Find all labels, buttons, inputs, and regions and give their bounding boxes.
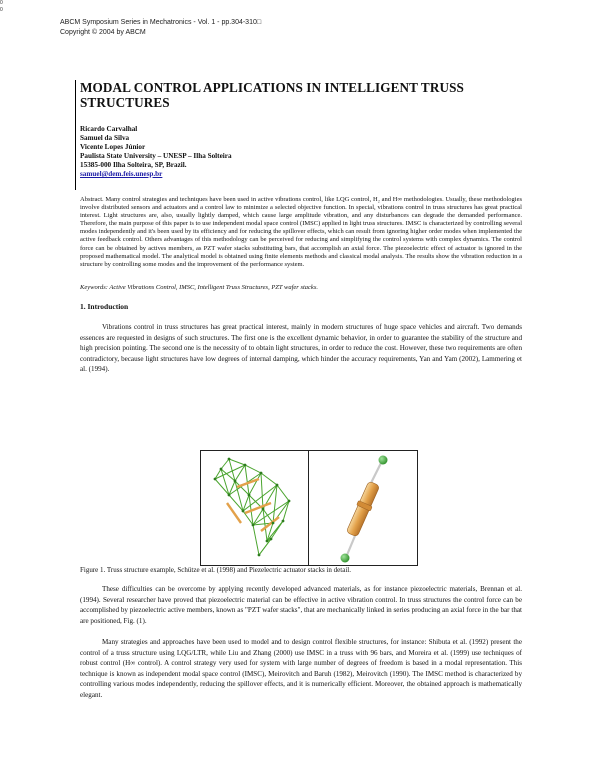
author-address: 15385-000 Ilha Solteira, SP, Brazil.	[80, 161, 187, 169]
author-name: Ricardo Carvalhal	[80, 125, 138, 133]
intro-paragraph-2	[80, 584, 522, 626]
author-affiliation: Paulista State University – UNESP – Ilha Solteira	[80, 152, 232, 160]
header-copyright: Copyright © 2004 by ABCM	[60, 29, 146, 36]
paper-title: MODAL CONTROL APPLICATIONS IN INTELLIGENT TRUSS STRUCTURES	[80, 80, 464, 110]
title-margin-bar	[75, 80, 76, 190]
paragraph-text: Many strategies and approaches have been used to model and to design control flexible structures, for instance: Shibuta et al. (1992) present the control of a truss structure using LQG/LTR, while Liu and Zhang (2000) use IMSC in a truss with 96 bars, and Moreira et al. (1999) use techniques of robust control (H∞ control). A control strategy very used for system with large number of degrees of freedom is based in a modal representation. This technique is known as independent modal space control (IMSC), Meirovitch and Baruh (1982), Meirovitch (1990). The IMSC method is characterized by controlling various modes independently, reducing the spillover effects, and it is numerically efficient. Moreover, the obtained approach is mathematically elegant.	[80, 638, 522, 699]
author-email-link[interactable]: samuel@dem.feis.unesp.br	[80, 170, 163, 178]
truss-structure-image	[201, 451, 308, 565]
section-heading-introduction: 1. Introduction	[80, 302, 129, 311]
intro-paragraph-3	[80, 637, 522, 701]
keywords: Keywords: Active Vibrations Control, IMSC, Intelligent Truss Structures, PZT wafer stacks.	[80, 284, 318, 291]
truss-bars	[215, 459, 289, 555]
figure-1-caption: Figure 1. Truss structure example, Schütze et al. (1998) and Piezelectric actuator stacks in detail.	[80, 566, 351, 574]
piezo-actuator-image	[309, 451, 417, 565]
figure-1	[200, 450, 418, 566]
header-series: ABCM Symposium Series in Mechatronics - Vol. 1 - pp.304-310□	[60, 19, 262, 26]
author-name: Vicente Lopes Júnior	[80, 143, 146, 151]
abstract: Abstract. Many control strategies and techniques have been used in active vibrations control, like LQG control, H₂ and H∞ methodologies. Usually, these methodologies involve distributed sensors and actuators and a control law to minimize a selected objective function. In special, vibrations control in truss structures has great practical interest. Light structures are, also, usually lightly damped, which cause large amplitude vibration, and any disturbances can degrade the demanded performance. Therefore, the main purpose of this paper is to use independent modal space control (IMSC) applied in light truss structures. IMSC is characterized by controlling several modes independently and it's been used by its efficiency and for reducing the spillover effects, which can result from ignoring higher order modes when implemented the active feedback control. Others advantages of this methodology can be perceived for reducing and simplifying the control systems with complex dynamics. The control force can be obtained by actives members, as PZT wafer stacks substituting bars, that accomplish an axial force. The piezoelectric effect of actuator is ignored in the proposed mathematical model. The analytical model is obtained using finite elements methods and classical modal analysis. The results show the vibration reduction in a structure by controlling some modes and the improvement of the performance system.	[80, 196, 522, 268]
author-name: Samuel da Silva	[80, 134, 130, 142]
running-header	[60, 18, 261, 38]
paragraph-text: Vibrations control in truss structures has great practical interest, mainly in modern structures of huge space vehicles and aircraft. Two demands essences are requested in designs of such structures. The first one is the excellent dynamic behavior, in order to guarantee the stability of the structure and high precision pointing. The second one is the necessity of to obtain light structures, in order to reduce the cost. However, these two requirements are often contradictory, because light structures have low degrees of internal damping, which hinder the accuracy requirements, Yan and Yam (2002), Lammering et al. (1994).	[80, 323, 522, 374]
paragraph-text: These difficulties can be overcome by applying recently developed advanced materials, as for instance piezoelectric materials, Brennan et al. (1994). Several researcher have proved that piezoelectric material can be effective in active vibration control. In truss structures the control force can be accomplished by piezoelectric active members, known as "PZT wafer stacks", that are mechanically linked in series producing an axial force in the bar that are positioned, Fig. (1).	[80, 585, 522, 625]
page-corner-marks: 0 0	[0, 0, 3, 13]
intro-paragraph-1	[80, 322, 522, 375]
author-block	[80, 125, 232, 179]
